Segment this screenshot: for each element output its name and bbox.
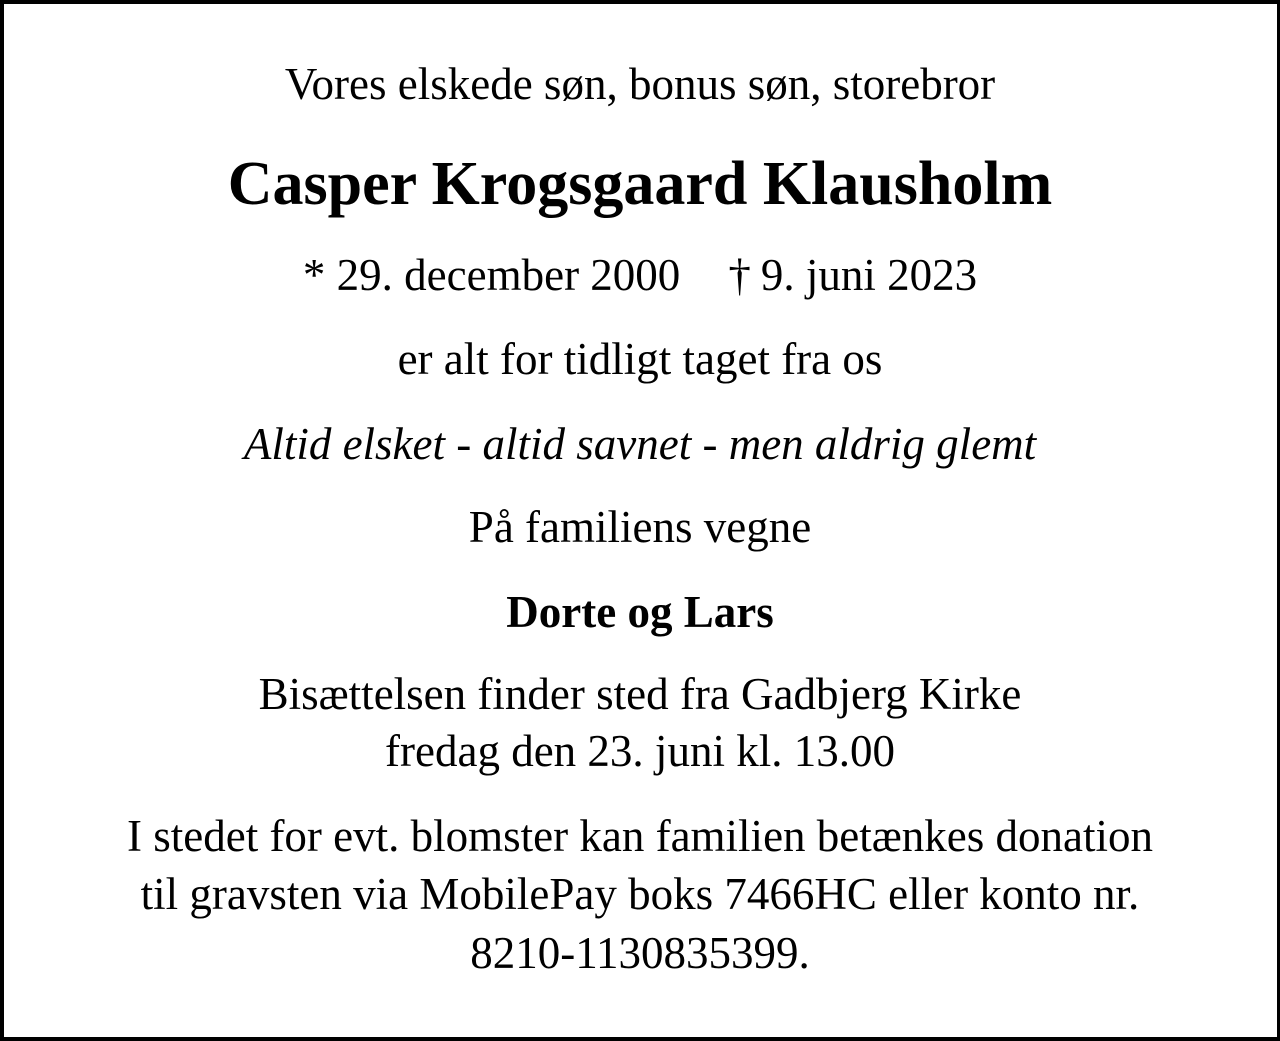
- motto-text: Altid elsket - altid savnet - men aldrig glemt: [243, 419, 1037, 469]
- subline-text: er alt for tidligt taget fra os: [397, 334, 883, 384]
- death-date: 9. juni 2023: [760, 250, 978, 300]
- on-behalf-text: På familiens vegne: [468, 502, 812, 552]
- birth-symbol: *: [302, 250, 326, 300]
- birth-date: 29. december 2000: [336, 250, 681, 300]
- deceased-name: Casper Krogsgaard Klausholm: [227, 150, 1053, 218]
- funeral-line-2: fredag den 23. juni kl. 13.00: [385, 726, 895, 776]
- donation-line-1: I stedet for evt. blomster kan familien betænkes donation: [127, 811, 1153, 861]
- intro-text: Vores elskede søn, bonus søn, storebror: [284, 59, 996, 109]
- donation-line-3: 8210-1130835399.: [470, 928, 810, 978]
- donation-line-2: til gravsten via MobilePay boks 7466HC eller konto nr.: [140, 869, 1140, 919]
- dagger-icon: †: [728, 250, 751, 300]
- life-dates: [0, 250, 1280, 300]
- signatories: Dorte og Lars: [506, 587, 774, 637]
- funeral-line-1: Bisættelsen finder sted fra Gadbjerg Kirke: [258, 669, 1022, 719]
